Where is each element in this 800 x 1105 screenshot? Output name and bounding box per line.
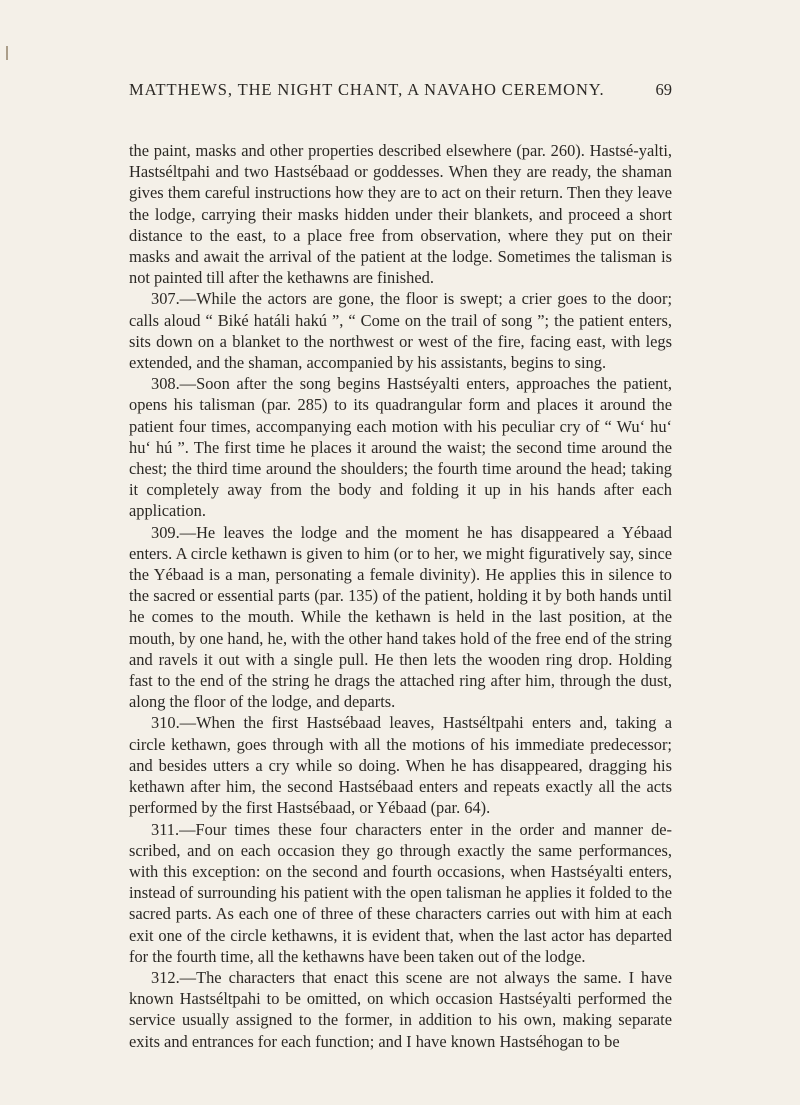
page-body (129, 140, 672, 1052)
paragraph-307: 307.—While the actors are gone, the floor is swept; a crier goes to the door; calls aloud “ Biké hatáli hakú ”, “ Come on the trail of song ”; the patient enters, sits down on a blanket to the northwest or west of the fire, facing east, with legs extended, and the shaman, accompanied by his assistants, begins to sing. (129, 289, 672, 373)
running-title: MATTHEWS, THE NIGHT CHANT, A NAVAHO CEREMONY. (129, 80, 605, 99)
paragraph-continued: the paint, masks and other properties described elsewhere (par. 260). Hastsé-yalti, Hastséltpahi and two Hastsébaad or goddesses. When they are ready, the shaman gives them careful instructions how they are to act on their return. Then they leave the lodge, carrying their masks hidden under their blankets, and proceed a short distance to the east, to a place free from observation, where they put on their masks and await the arrival of the patient at the lodge. Sometimes the talisman is not painted till after the kethawns are finished. (129, 141, 672, 288)
running-header (129, 80, 672, 100)
page-number: 69 (655, 80, 672, 99)
paragraph-311: 311.—Four times these four characters enter in the order and manner de-scribed, and on each occasion they go through exactly the same performances, with this exception: on the second and fourth occasions, when Hastséyalti enters, instead of surrounding his patient with the open talisman he applies it folded to the sacred parts. As each one of three of these characters carries out with him at each exit one of the circle kethawns, it is evident that, when the last actor has departed for the fourth time, all the kethawns have been taken out of the lodge. (129, 819, 672, 966)
paragraph-312: 312.—The characters that enact this scene are not always the same. I have known Hastséltpahi to be omitted, on which occasion Hastséyalti performed the service usually assigned to the former, in addition to his own, making separate exits and entrances for each function; and I have known Hastséhogan to be (129, 967, 672, 1051)
paragraph-310: 310.—When the first Hastsébaad leaves, Hastséltpahi enters and, taking a circle kethawn, goes through with all the motions of his immediate predecessor; and besides utters a cry while so doing. When he has disappeared, dragging his kethawn after him, the second Hastsébaad enters and repeats exactly all the acts performed by the first Hastsébaad, or Yébaad (par. 64). (129, 713, 672, 818)
paragraph-308: 308.—Soon after the song begins Hastséyalti enters, approaches the patient, opens his talisman (par. 285) to its quadrangular form and places it around the patient four times, accompanying each motion with his peculiar cry of “ Wu‘ hu‘ hu‘ hú ”. The first time he places it around the waist; the second time around the chest; the third time around the shoulders; the fourth time around the head; taking it completely away from the body and folding it up in his hands after each application. (129, 374, 672, 521)
margin-mark (6, 46, 8, 60)
paragraph-309: 309.—He leaves the lodge and the moment he has disappeared a Yébaad enters. A circle kethawn is given to him (or to her, we might figuratively say, since the Yébaad is a man, personating a female divinity). He applies this in silence to the sacred or essential parts (par. 135) of the patient, holding it by both hands until he comes to the mouth. While the kethawn is held in the last position, at the mouth, by one hand, he, with the other hand takes hold of the free end of the string and ravels it out with a single pull. He then lets the wooden ring drop. Holding fast to the end of the string he drags the attached ring after him, through the dust, along the floor of the lodge, and departs. (129, 522, 672, 712)
